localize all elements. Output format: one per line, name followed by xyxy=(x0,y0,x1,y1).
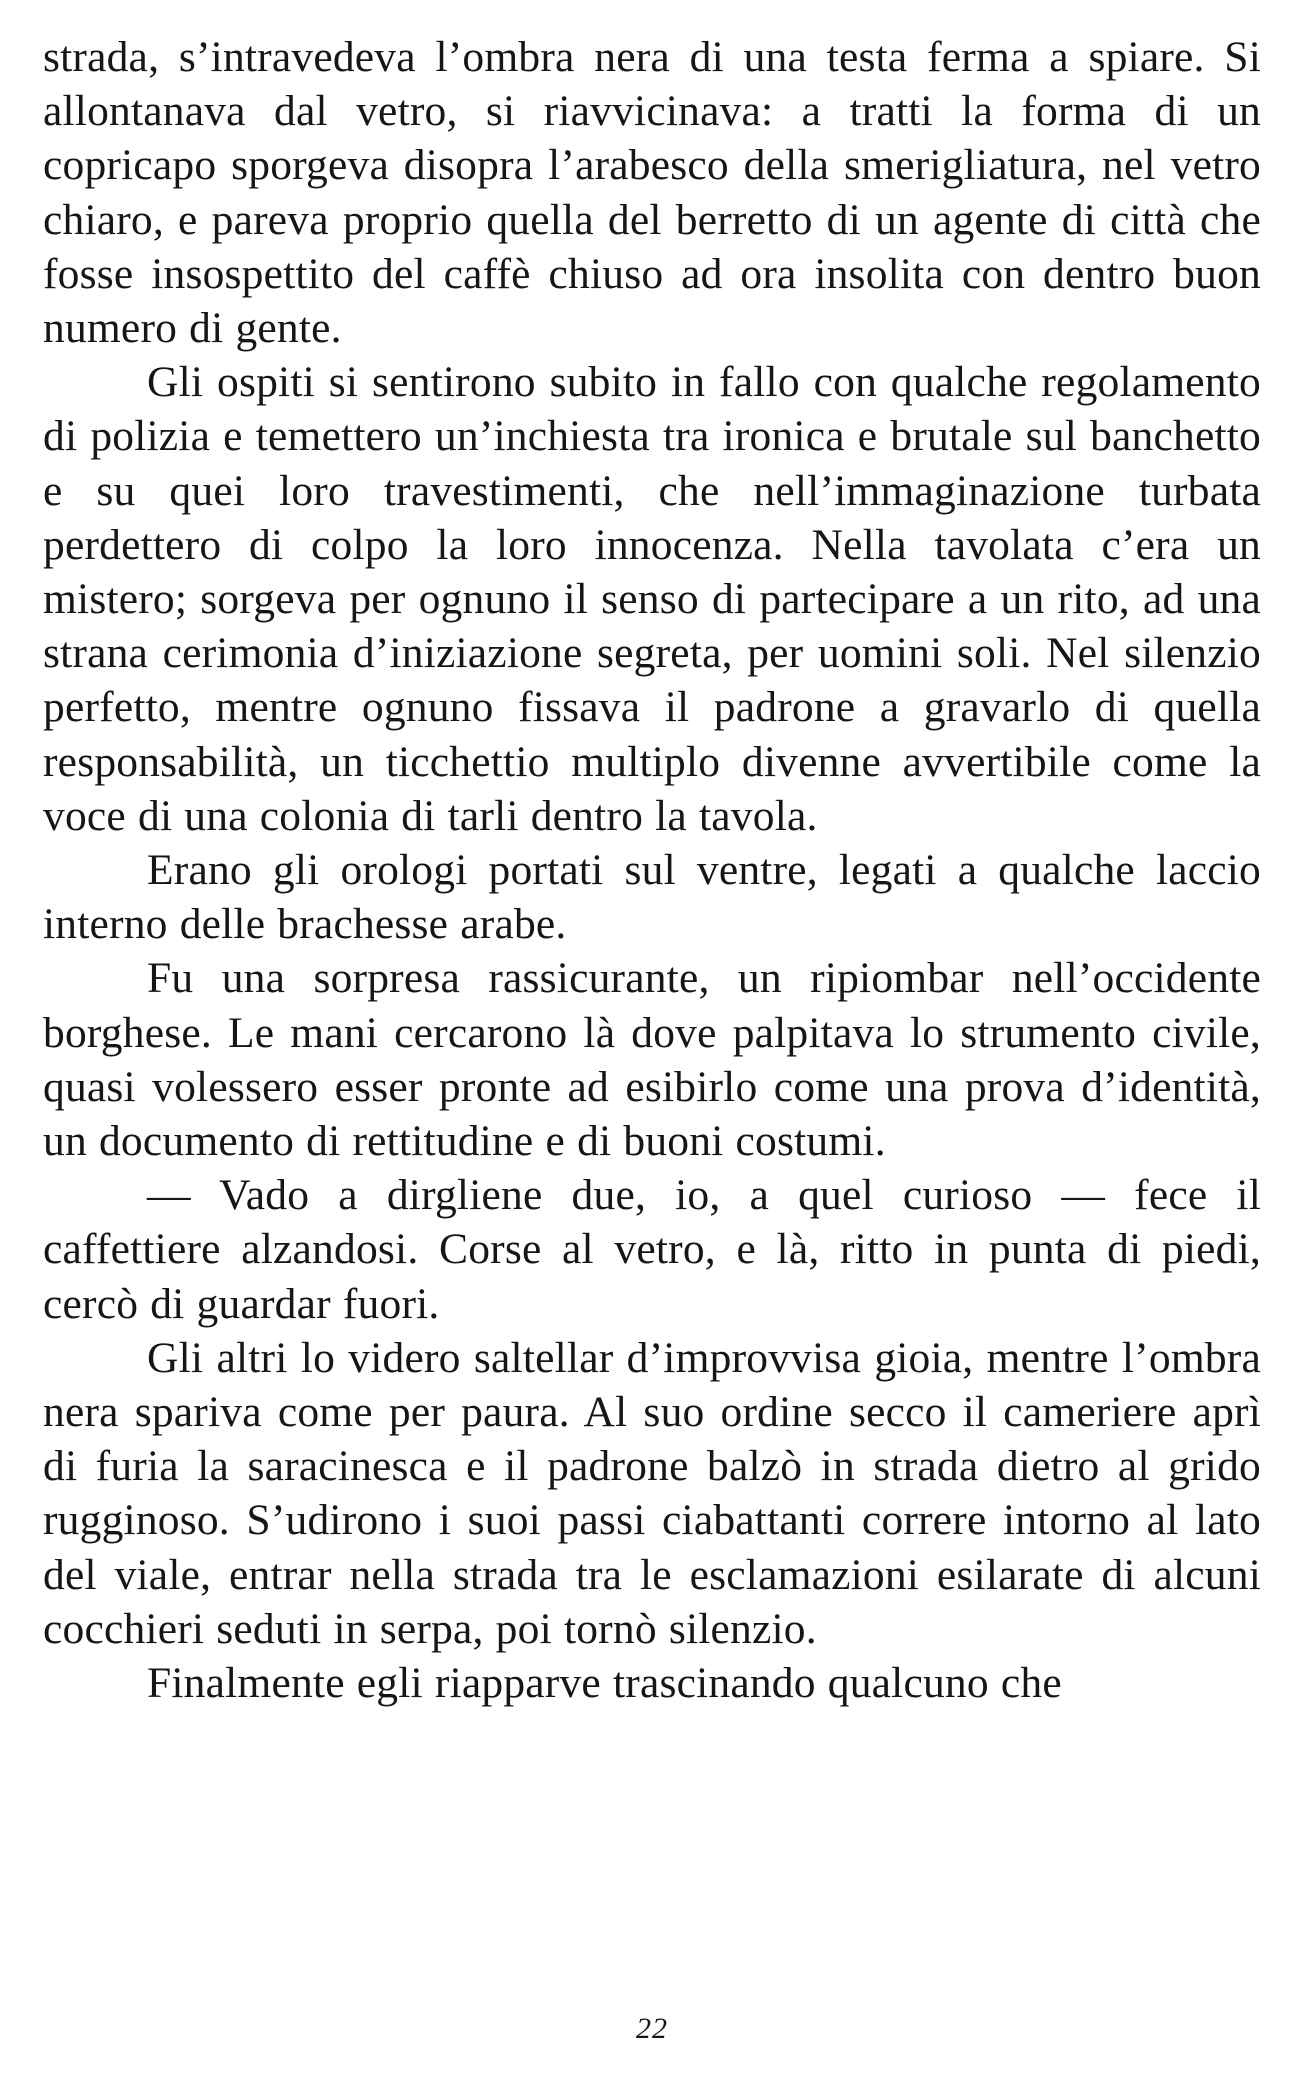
paragraph: Fu una sorpresa rassicurante, un ripiombar nell’occidente borghese. Le mani cercarono là dove palpitava lo strumento civile, quasi volessero esser pronte ad esibirlo come una prova d’identità, un documento di rettitudine e di buoni costumi. xyxy=(43,954,1261,1166)
paragraph: Gli altri lo videro saltellar d’improvvisa gioia, mentre l’ombra nera spariva come per paura. Al suo ordine secco il cameriere aprì di furia la saracinesca e il padrone balzò in strada dietro al grido rugginoso. S’udirono i suoi passi ciabattanti correre intorno al lato del viale, entrar nella strada tra le esclamazioni esilarate di alcuni cocchieri seduti in serpa, poi tornò silenzio. xyxy=(43,1333,1261,1653)
page-number: 22 xyxy=(636,2012,668,2045)
paragraph-continued: strada, s’intravedeva l’ombra nera di una testa ferma a spiare. Si allontanava dal vetro, si riavvicinava: a tratti la forma di un copricapo sporgeva disopra l’arabesco della smerigliatura, nel vetro chiaro, e pareva proprio quella del berretto di un agente di città che fosse insospettito del caffè chiuso ad ora insolita con dentro buon numero di gente. xyxy=(43,33,1261,353)
paragraph-dialogue: — Vado a dirgliene due, io, a quel curioso — fece il caffettiere alzandosi. Corse al vetro, e là, ritto in punta di piedi, cercò di guardar fuori. xyxy=(43,1171,1261,1328)
paragraph: Gli ospiti si sentirono subito in fallo con qualche regolamento di polizia e temettero un’inchiesta tra ironica e brutale sul banchetto e su quei loro travestimenti, che nell’immaginazione turbata perdettero di colpo la loro innocenza. Nella tavolata c’era un mistero; sorgeva per ognuno il senso di partecipare a un rito, ad una strana cerimonia d’iniziazione segreta, per uomini soli. Nel silenzio perfetto, mentre ognuno fissava il padrone a gravarlo di quella responsabilità, un ticchettio multiplo divenne avvertibile come la voce di una colonia di tarli dentro la tavola. xyxy=(43,358,1261,840)
body-text xyxy=(43,30,1261,1710)
book-page xyxy=(43,30,1261,2080)
paragraph: Erano gli orologi portati sul ventre, legati a qualche laccio interno delle brachesse arabe. xyxy=(43,846,1261,949)
paragraph-continues: Finalmente egli riapparve trascinando qualcuno che xyxy=(147,1659,1062,1708)
